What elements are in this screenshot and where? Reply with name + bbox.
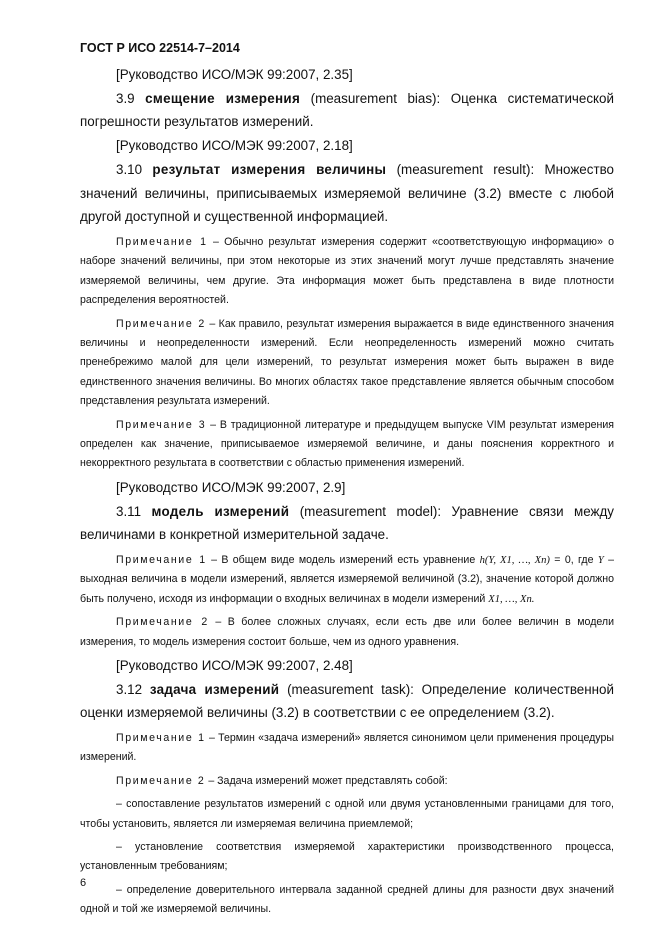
note-3-12-1 bbox=[80, 729, 614, 768]
note-text: – Как правило, результат измерения выражается в виде единственного значения величины и неопределенности измерений. Если неопределенность измерений можно считать пренебрежимо малой для цели измерений, то результат измерения может быть выражен в виде единственного значения величины. Во многих областях такое представление является обычным способом представления результата измерений. bbox=[80, 317, 614, 408]
term: задача измерений bbox=[149, 681, 280, 697]
note-label: Примечание 1 bbox=[116, 553, 207, 566]
document-body bbox=[80, 63, 614, 920]
model-formula: h(Y, X1, …, Xn) bbox=[479, 554, 550, 566]
note-3-11-1 bbox=[80, 551, 614, 609]
note-label: Примечание 2 bbox=[116, 616, 209, 629]
note-label: Примечание 2 bbox=[116, 774, 206, 787]
list-item: – сопоставление результатов измерений с одной или двумя установленными границами для того, чтобы установить, является ли измеряемая величина приемлемой; bbox=[80, 798, 614, 830]
page-number: 6 bbox=[80, 877, 87, 889]
definition-3-12 bbox=[80, 678, 614, 725]
reference-2-48: [Руководство ИСО/МЭК 99:2007, 2.48] bbox=[116, 657, 353, 673]
reference-2-18: [Руководство ИСО/МЭК 99:2007, 2.18] bbox=[116, 138, 353, 154]
note-3-10-3 bbox=[80, 416, 614, 474]
note-label: Примечание 1 bbox=[116, 732, 206, 745]
term: модель измерений bbox=[151, 503, 290, 519]
note-3-10-1 bbox=[80, 233, 614, 311]
variable-y: Y bbox=[597, 554, 604, 566]
definition-text: (measurement model): Уравнение связи между величинами в конкретной измерительной задаче. bbox=[80, 503, 614, 543]
definition-text: (measurement bias): Оценка систематической погрешности результатов измерений. bbox=[80, 90, 614, 130]
definition-3-10 bbox=[80, 158, 614, 229]
list-item: – установление соответствия измеряемой характеристики производственного процесса, установленным требованиям; bbox=[80, 841, 614, 873]
note-3-11-2 bbox=[80, 613, 614, 652]
note-3-10-2 bbox=[80, 315, 614, 412]
clause-number: 3.11 bbox=[116, 503, 142, 519]
note-3-12-2 bbox=[80, 772, 614, 791]
note-text: – В более сложных случаях, если есть две или более величин в модели измерения, то модель измерения состоит больше, чем из одного уравнения. bbox=[80, 616, 615, 648]
term: смещение измерения bbox=[145, 90, 301, 106]
reference-2-9: [Руководство ИСО/МЭК 99:2007, 2.9] bbox=[116, 479, 346, 495]
standard-header: ГОСТ Р ИСО 22514-7–2014 bbox=[80, 41, 240, 55]
note-label: Примечание 3 bbox=[116, 418, 207, 431]
note-label: Примечание 2 bbox=[116, 317, 206, 330]
definition-3-9 bbox=[80, 87, 614, 134]
note-text: – Обычно результат измерения содержит «соответствующую информацию» о наборе значений величины, при этом некоторые из этих значений могут лучше представлять значение измеряемой величины, чем другие. Эта информация может быть представлена в виде плотности распределения вероятностей. bbox=[80, 235, 614, 307]
term: результат измерения величины bbox=[152, 161, 387, 177]
definition-3-11 bbox=[80, 500, 614, 547]
list-item: – определение доверительного интервала заданной средней длины для разности двух значений одной и той же измеряемой величины. bbox=[80, 883, 614, 916]
clause-number: 3.12 bbox=[116, 681, 143, 697]
clause-number: 3.9 bbox=[116, 90, 135, 106]
note-text: – выходная величина в модели измерений, является измеряемой величиной (3.2), значение которой должно быть получено, исходя из информации о входных величинах в модели измерений bbox=[80, 553, 614, 605]
variables-x: X1, …, Xn. bbox=[488, 593, 535, 605]
note-label: Примечание 1 bbox=[116, 235, 208, 248]
clause-number: 3.10 bbox=[116, 161, 143, 177]
note-text: – В традиционной литературе и предыдущем выпуске VIM результат измерения определен как значение, приписываемое измеряемой величине, и даны пояснения корректного и некорректного результата в соответствии с областью применения измерений. bbox=[80, 418, 614, 470]
reference-2-35: [Руководство ИСО/МЭК 99:2007, 2.35] bbox=[116, 67, 353, 82]
note-text: – Термин «задача измерений» является синонимом цели применения процедуры измерений. bbox=[80, 732, 614, 764]
note-text: – Задача измерений может представлять собой: bbox=[208, 774, 448, 787]
definition-text: (measurement task): Определение количественной оценки измеряемой величины (3.2) в соответствии с ее определением (3.2). bbox=[80, 681, 614, 721]
definition-text: (measurement result): Множество значений величины, приписываемых измеряемой величине (3.2) вместе с любой другой доступной и существенной информацией. bbox=[80, 161, 614, 225]
note-text: – В общем виде модель измерений есть уравнение bbox=[211, 553, 476, 566]
note-text: = 0, где bbox=[554, 553, 594, 566]
